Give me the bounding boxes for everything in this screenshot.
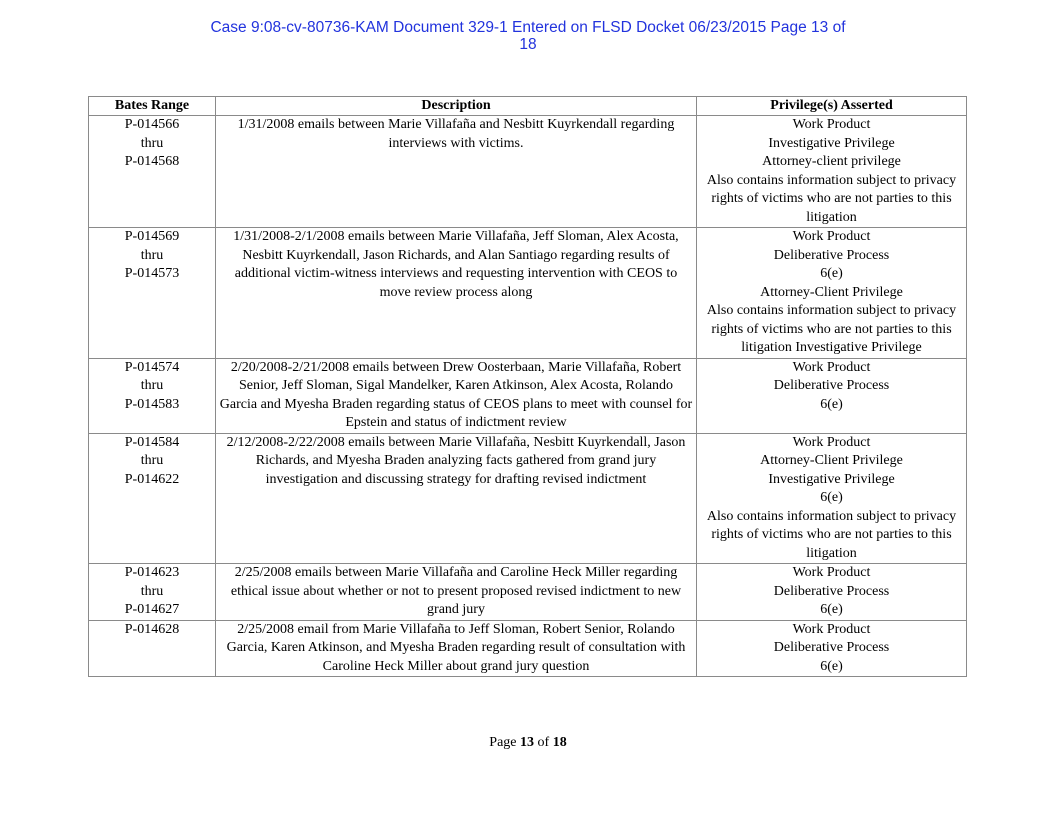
privilege-item: Attorney-client privilege	[762, 154, 901, 169]
table-row	[89, 116, 967, 228]
privileges-cell	[697, 433, 967, 564]
privilege-item: Also contains information subject to privacy rights of victims who are not parties to this litigation Investigative Privilege	[706, 303, 957, 355]
description-cell: 1/31/2008-2/1/2008 emails between Marie Villafaña, Jeff Sloman, Alex Acosta, Nesbitt Kuyrkendall, Jason Richards, and Alan Santiago regarding results of additional victim-witness interviews and requesting intervention with CEOS to move review process along	[216, 228, 697, 359]
column-header-bates-range: Bates Range	[89, 97, 216, 116]
privilege-item: Work Product	[792, 565, 871, 580]
bates-end: P-014573	[124, 266, 180, 281]
column-header-privileges-asserted: Privilege(s) Asserted	[697, 97, 967, 116]
column-header-description: Description	[216, 97, 697, 116]
docket-header-line1: Case 9:08-cv-80736-KAM Document 329-1 Entered on FLSD Docket 06/23/2015 Page 13 of	[210, 19, 846, 36]
privilege-item: Also contains information subject to privacy rights of victims who are not parties to this litigation	[706, 508, 957, 561]
bates-start: P-014628	[124, 621, 180, 637]
bates-range-cell	[89, 620, 216, 677]
bates-start: P-014566	[124, 117, 180, 132]
privilege-item: Work Product	[792, 434, 871, 450]
privilege-item: Investigative Privilege	[768, 135, 895, 151]
privilege-item: Deliberative Process	[773, 247, 890, 263]
bates-end: P-014622	[124, 471, 180, 487]
privilege-item: Attorney-Client Privilege	[760, 453, 903, 468]
description-cell: 2/12/2008-2/22/2008 emails between Marie Villafaña, Nesbitt Kuyrkendall, Jason Richards, and Myesha Braden analyzing facts gathered from grand jury investigation and discussing strategy for drafting revised indictment	[216, 433, 697, 564]
privilege-item: 6(e)	[820, 396, 843, 412]
privilege-item: Work Product	[792, 229, 871, 244]
footer-of-label: of	[537, 735, 550, 750]
bates-range-cell	[89, 116, 216, 228]
description-cell: 2/20/2008-2/21/2008 emails between Drew Oosterbaan, Marie Villafaña, Robert Senior, Jeff Sloman, Sigal Mandelker, Karen Atkinson, Alex Acosta, Rolando Garcia and Myesha Braden regarding status of CEOS plans to meet with counsel for Epstein and status of indictment review	[216, 358, 697, 433]
bates-range-cell	[89, 228, 216, 359]
privileges-cell	[697, 116, 967, 228]
privilege-item: Work Product	[792, 359, 871, 375]
privilege-item: Investigative Privilege	[768, 471, 895, 487]
privilege-item: Deliberative Process	[773, 378, 890, 393]
bates-thru: thru	[140, 453, 164, 468]
privilege-item: Also contains information subject to privacy rights of victims who are not parties to this litigation	[706, 172, 957, 225]
privileges-cell	[697, 564, 967, 621]
docket-header	[0, 19, 1056, 53]
table-header-row	[89, 97, 967, 116]
bates-end: P-014627	[124, 602, 180, 617]
description-cell: 1/31/2008 emails between Marie Villafaña and Nesbitt Kuyrkendall regarding interviews with victims.	[216, 116, 697, 228]
table-row	[89, 564, 967, 621]
bates-range-cell	[89, 358, 216, 433]
privilege-item: Work Product	[792, 117, 871, 132]
bates-end: P-014583	[124, 396, 180, 412]
bates-start: P-014584	[124, 434, 180, 450]
bates-range-cell	[89, 433, 216, 564]
privilege-item: Work Product	[792, 621, 871, 637]
privilege-log-table	[88, 96, 967, 677]
privileges-cell	[697, 358, 967, 433]
description-cell: 2/25/2008 email from Marie Villafaña to Jeff Sloman, Robert Senior, Rolando Garcia, Karen Atkinson, and Myesha Braden regarding result of consultation with Caroline Heck Miller about grand jury question	[216, 620, 697, 677]
privilege-item: 6(e)	[820, 266, 843, 281]
footer-total-pages: 18	[552, 735, 567, 750]
table-row	[89, 620, 967, 677]
table-row	[89, 433, 967, 564]
bates-start: P-014569	[124, 229, 180, 244]
privilege-item: Deliberative Process	[773, 640, 890, 655]
description-cell: 2/25/2008 emails between Marie Villafaña and Caroline Heck Miller regarding ethical issue about whether or not to present proposed revised indictment to new grand jury	[216, 564, 697, 621]
footer-current-page: 13	[520, 735, 535, 750]
bates-thru: thru	[140, 135, 164, 151]
bates-thru: thru	[140, 583, 164, 599]
bates-start: P-014623	[124, 565, 180, 580]
privilege-item: Attorney-Client Privilege	[760, 284, 903, 300]
footer-page-label: Page	[489, 735, 517, 750]
bates-thru: thru	[140, 247, 164, 263]
bates-start: P-014574	[124, 359, 180, 375]
privilege-item: Deliberative Process	[773, 583, 890, 599]
privilege-item: 6(e)	[820, 602, 843, 617]
bates-range-cell	[89, 564, 216, 621]
docket-header-line2: 18	[519, 36, 537, 53]
privilege-item: 6(e)	[820, 490, 843, 505]
privileges-cell	[697, 620, 967, 677]
privilege-item: 6(e)	[820, 658, 843, 674]
table-row	[89, 228, 967, 359]
bates-end: P-014568	[124, 154, 180, 169]
bates-thru: thru	[140, 378, 164, 393]
table-row	[89, 358, 967, 433]
privileges-cell	[697, 228, 967, 359]
page-footer	[0, 735, 1056, 751]
